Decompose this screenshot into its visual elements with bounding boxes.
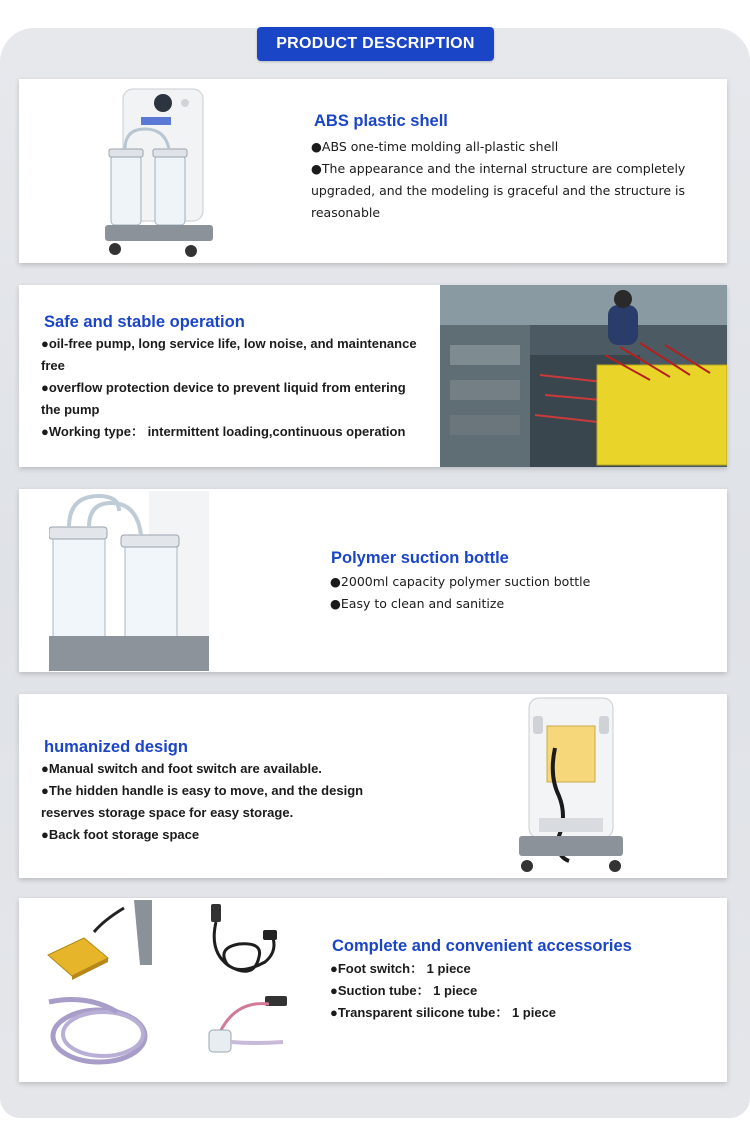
- feature-card-accessories: [19, 898, 727, 1082]
- section-title: Safe and stable operation: [44, 313, 245, 331]
- section-header: [257, 27, 494, 61]
- power-cord-image: [199, 902, 299, 982]
- section-line: reserves storage space for easy storage.: [41, 805, 294, 820]
- section-title: ABS plastic shell: [314, 112, 448, 130]
- suction-tube-image: [47, 994, 155, 1070]
- section-line: the pump: [41, 402, 100, 417]
- section-title: humanized design: [44, 738, 188, 756]
- section-line: ●2000ml capacity polymer suction bottle: [330, 574, 591, 589]
- section-line: ●Foot switch： 1 piece: [330, 961, 471, 976]
- section-line: upgraded, and the modeling is graceful and the structure is: [311, 183, 685, 198]
- section-body: [311, 136, 711, 224]
- section-title: Complete and convenient accessories: [332, 937, 632, 955]
- suction-unit-back-image: [519, 696, 623, 876]
- section-body: [41, 758, 441, 846]
- section-body: [330, 571, 710, 615]
- section-line: ●Transparent silicone tube： 1 piece: [330, 1005, 557, 1020]
- section-line: free: [41, 358, 65, 373]
- section-line: reasonable: [311, 205, 381, 220]
- header-title: PRODUCT DESCRIPTION: [276, 35, 475, 52]
- factory-production-line-image: [440, 285, 727, 467]
- foot-switch-image: [44, 900, 152, 980]
- section-line: ●ABS one-time molding all-plastic shell: [311, 139, 559, 154]
- feature-card-safe-operation: [19, 285, 727, 467]
- section-line: ●Suction tube： 1 piece: [330, 983, 478, 998]
- section-line: ●Easy to clean and sanitize: [330, 596, 505, 611]
- feature-card-abs-shell: [19, 79, 727, 263]
- section-body: [330, 958, 710, 1024]
- silicone-tube-image: [195, 994, 295, 1066]
- section-line: ●overflow protection device to prevent liquid from entering: [41, 380, 406, 395]
- feature-card-humanized-design: [19, 694, 727, 878]
- section-line: ●Manual switch and foot switch are available.: [41, 761, 322, 776]
- section-line: ●Back foot storage space: [41, 827, 200, 842]
- section-line: ●The appearance and the internal structure are completely: [311, 161, 686, 176]
- section-line: ●Working type： intermittent loading,continuous operation: [41, 424, 406, 439]
- section-line: ●oil-free pump, long service life, low noise, and maintenance: [41, 336, 417, 351]
- suction-bottle-closeup-image: [49, 491, 209, 671]
- suction-unit-front-image: [105, 85, 215, 260]
- section-title: Polymer suction bottle: [331, 549, 509, 567]
- section-line: ●The hidden handle is easy to move, and the design: [41, 783, 364, 798]
- section-body: [41, 333, 441, 443]
- feature-card-suction-bottle: [19, 489, 727, 672]
